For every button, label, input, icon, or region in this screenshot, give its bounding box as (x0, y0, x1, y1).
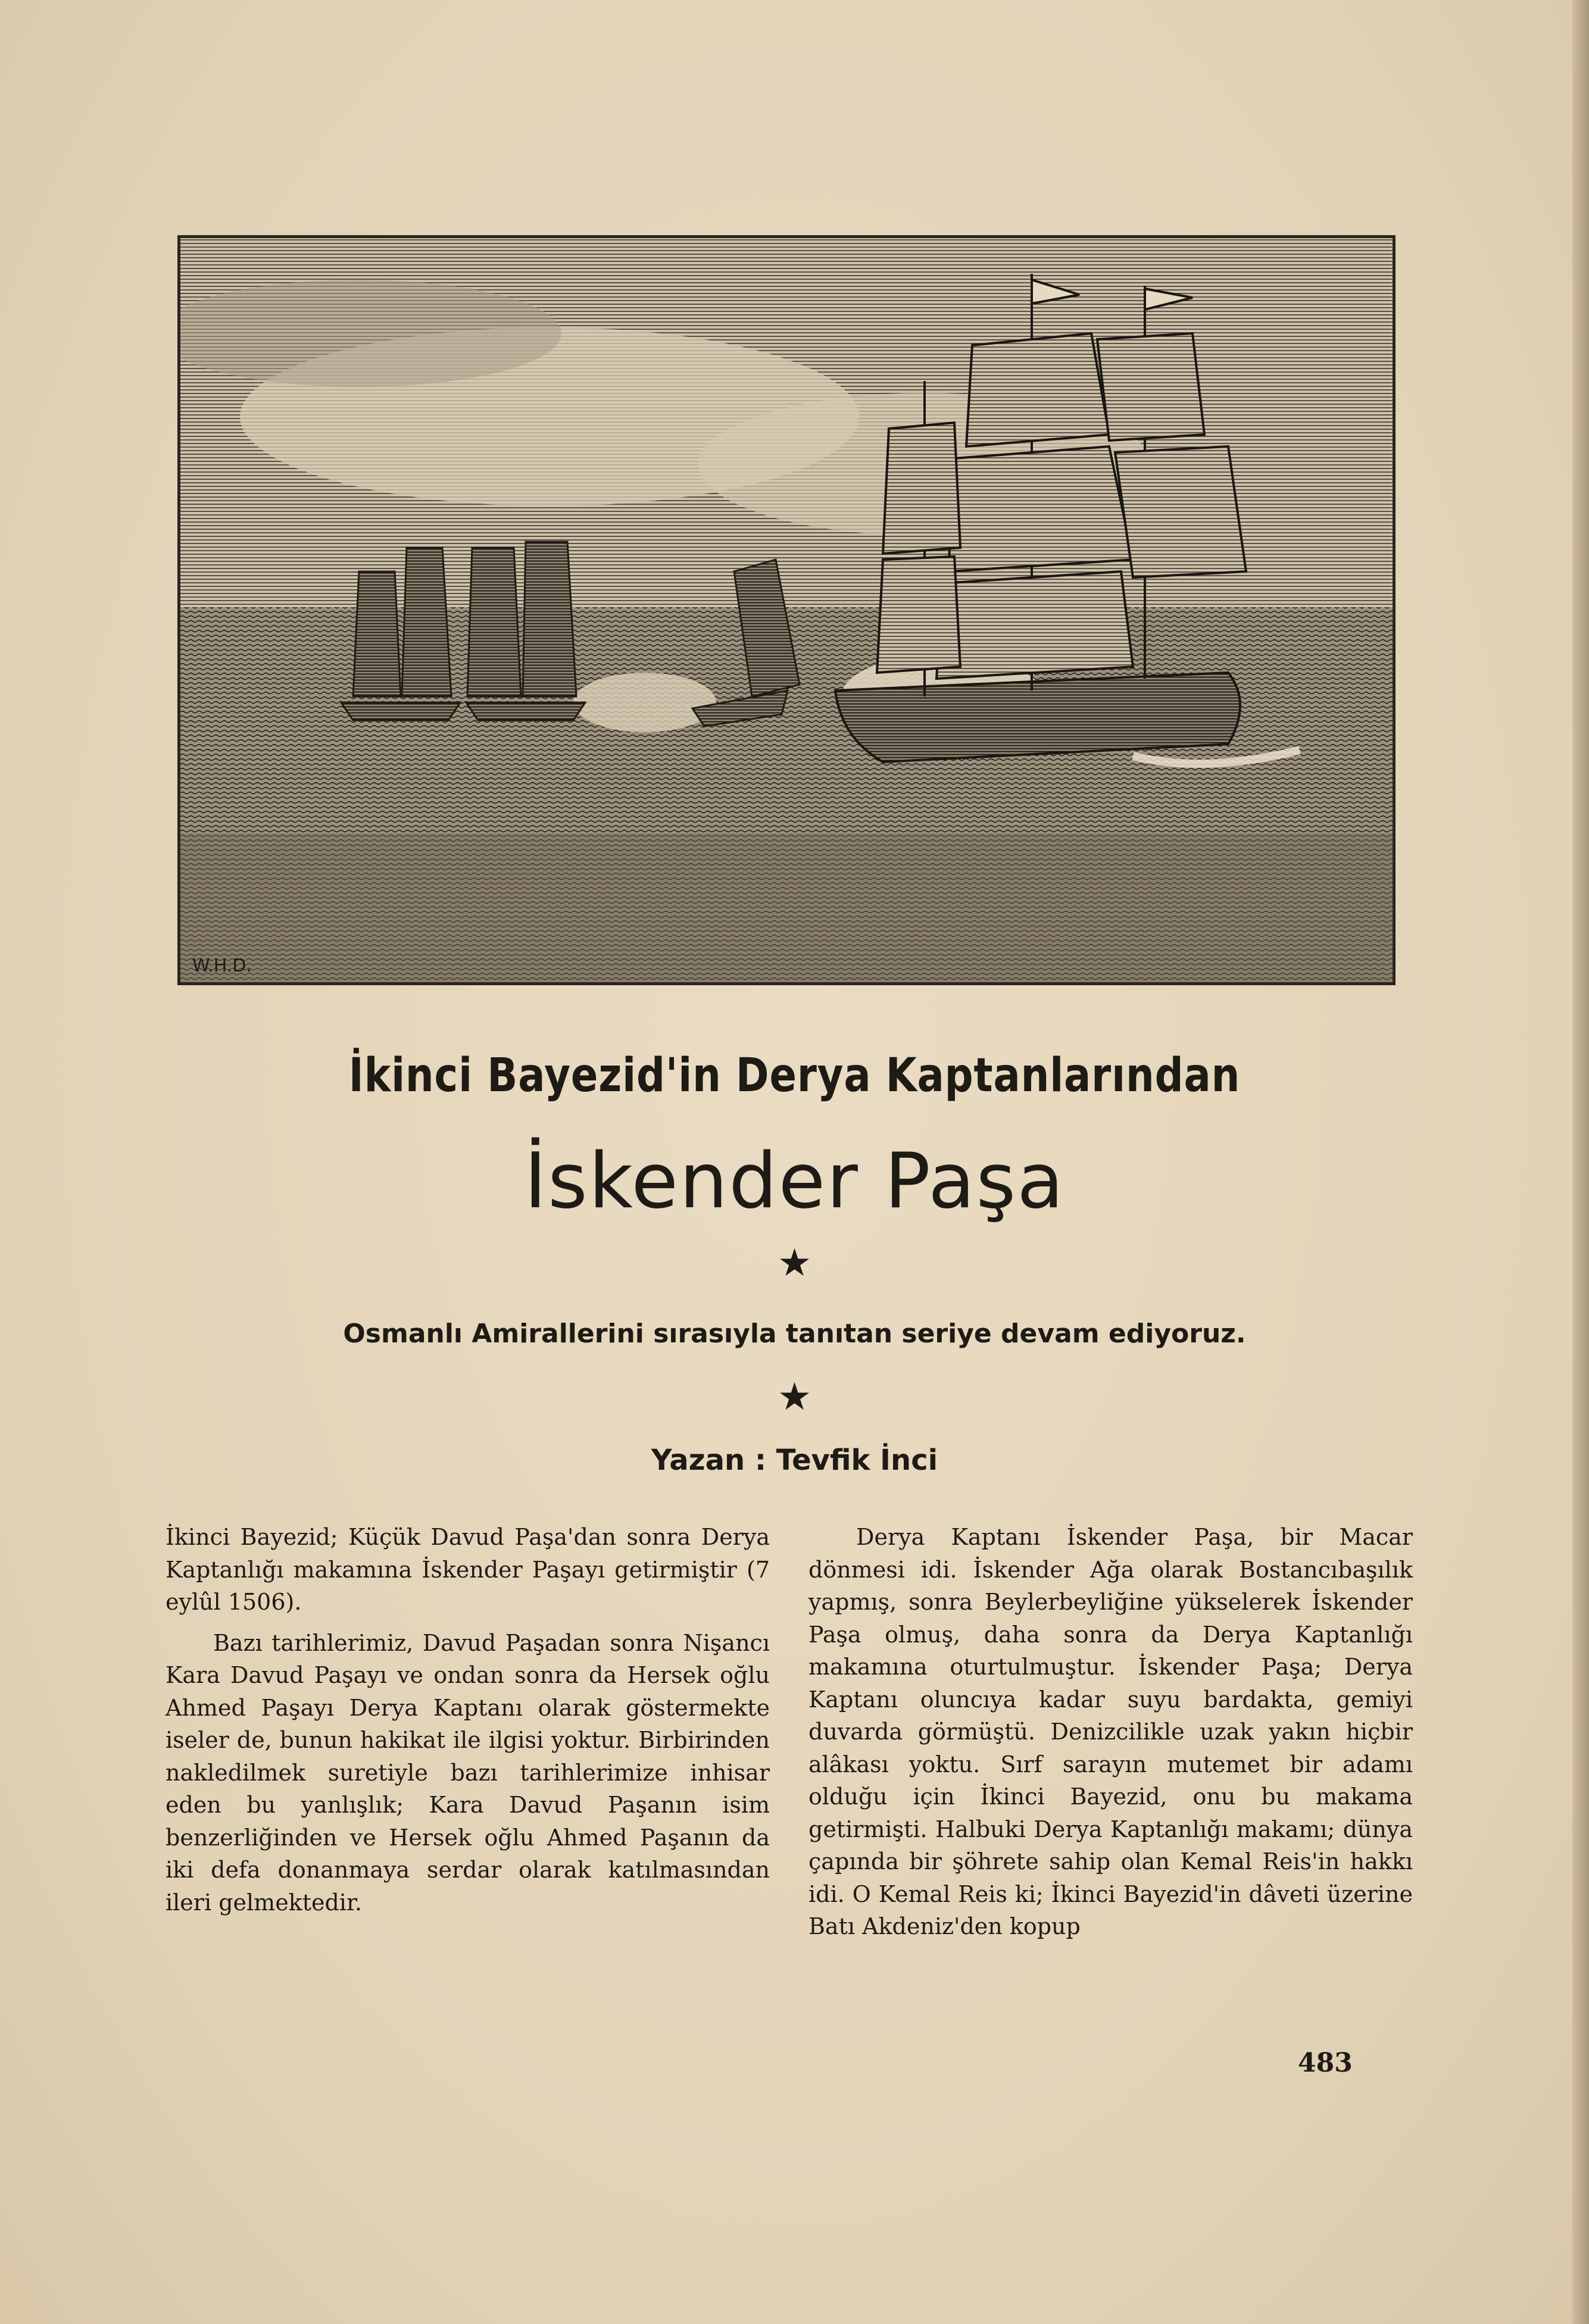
ships-battle-engraving-icon (180, 238, 1393, 982)
page-number: 483 (1298, 2048, 1353, 2078)
article-headline: İskender Paşa (524, 1137, 1065, 1226)
column-right (808, 1521, 1413, 1951)
paragraph: İkinci Bayezid; Küçük Davud Paşa'dan sonra Derya Kaptanlığı makamına İskender Paşayı getirmiştir (7 eylûl 1506). (166, 1524, 770, 1615)
byline: Yazan : Tevfik İnci (651, 1444, 938, 1477)
paragraph: Derya Kaptanı İskender Paşa, bir Macar dönmesi idi. İskender Ağa olarak Bostancıbaşılık yapmış, sonra Beylerbeyliğine yükselerek İskender Paşa olmuş, daha sonra da Derya Kaptanlığı makamına oturtulmuştur. İskender Paşa; Derya Kaptanı oluncıya kadar suyu bardakta, gemiyi duvarda görmüştü. Denizcilikle uzak yakın hiçbir alâkası yoktu. Sırf sarayın mutemet bir adamı olduğu için İkinci Bayezid, onu bu makama getirmişti. Halbuki Derya Kaptanlığı makamı; dünya çapında bir şöhrete sahip olan Kemal Reis'in hakkı idi. O Kemal Reis ki; İkinci Bayezid'in dâveti üzerine Batı Akdeniz'den kopup (808, 1524, 1413, 1939)
star-icon: ★ (777, 1241, 812, 1285)
star-icon: ★ (777, 1375, 812, 1419)
paragraph: Bazı tarihlerimiz, Davud Paşadan sonra Nişancı Kara Davud Paşayı ve ondan sonra da Hersek oğlu Ahmed Paşayı Derya Kaptanı olarak göstermekte iseler de, bunun hakikat ile ilgisi yoktur. Birbirinden nakledilmek suretiyle bazı tarihlerimize inhisar eden bu yanlışlık; Kara Davud Paşanın isim benzerliğinden ve Hersek oğlu Ahmed Paşanın da iki defa donanmaya serdar olarak katılmasından ileri gelmektedir. (166, 1629, 770, 1916)
figure-signature: W.H.D. (192, 955, 252, 976)
column-left (166, 1521, 770, 1927)
ships-illustration (177, 235, 1396, 985)
article-kicker: İkinci Bayezid'in Derya Kaptanlarından (348, 1049, 1241, 1102)
series-note: Osmanlı Amirallerini sırasıyla tanıtan seriye devam ediyoruz. (343, 1319, 1246, 1349)
